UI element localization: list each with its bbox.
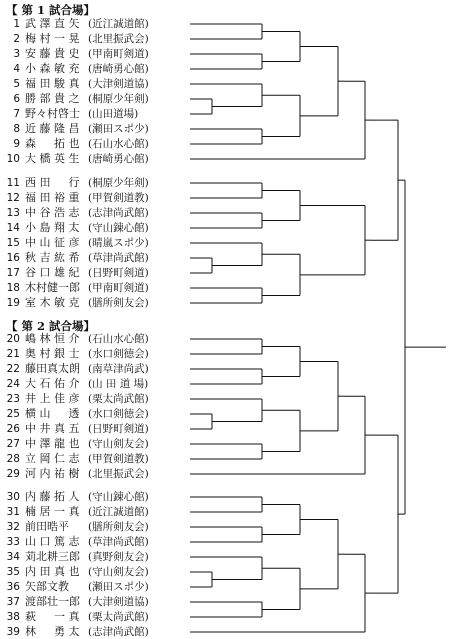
player-name: 近 藤 隆 昌 (25, 122, 80, 135)
club-name: (唐崎勇心館) (88, 63, 149, 75)
club-name: (守山錬心館) (88, 491, 149, 503)
club-name: (山田道場) (88, 108, 139, 120)
club-name: (志津尚武館) (88, 626, 149, 638)
player-name: 小 森 敏 充 (25, 62, 80, 75)
club-name: (近江誠道館) (88, 506, 149, 518)
club-name: (瀬田スポ少) (88, 123, 149, 135)
entry-number: 18 (6, 282, 20, 294)
club-name: (瀬田スポ少) (88, 581, 149, 593)
club-name: (近江誠道館) (88, 18, 149, 30)
player-name: 木村健一郎 (25, 281, 80, 294)
club-name: (唐崎勇心館) (88, 153, 149, 165)
club-name: (石山水心館) (88, 138, 149, 150)
club-name: (膳所剣友会) (88, 297, 149, 309)
club-name: (真野剣友会) (88, 551, 149, 563)
entry-number: 7 (13, 108, 20, 120)
club-name: (守山錬心館) (88, 222, 149, 234)
entry-number: 9 (13, 138, 20, 150)
entry-number: 39 (6, 626, 20, 638)
entry-number: 8 (13, 123, 20, 135)
entry-number: 38 (6, 611, 20, 623)
player-name: 中 山 征 彦 (25, 236, 80, 249)
entry-number: 27 (6, 438, 20, 450)
entry-number: 32 (6, 521, 20, 533)
player-name: 勝 部 貴 之 (25, 92, 80, 105)
player-name: 河 内 祐 樹 (25, 467, 80, 480)
player-name: 野々村啓士 (25, 107, 80, 120)
entry-number: 33 (6, 536, 20, 548)
club-name: (山 田 道 場) (88, 378, 149, 390)
entry-number: 13 (6, 207, 20, 219)
club-name: (甲南町剣道) (88, 282, 149, 294)
club-name: (膳所剣友会) (88, 521, 149, 533)
entry-number: 36 (6, 581, 20, 593)
player-name: 中 谷 浩 志 (25, 206, 80, 219)
club-name: (栗太尚武館) (88, 611, 149, 623)
entry-number: 10 (6, 153, 20, 165)
club-name: (桐原少年剣) (88, 93, 149, 105)
entry-number: 34 (6, 551, 20, 563)
player-name: 山 口 篤 志 (25, 535, 80, 548)
club-name: (水口剣徳会) (88, 408, 149, 420)
club-name: (桐原少年剣) (88, 177, 149, 189)
player-name: 安 藤 貴 史 (25, 47, 80, 60)
club-name: (甲南町剣道) (88, 48, 149, 60)
venue-1-heading: 【 第 1 試合場】 (6, 3, 96, 17)
club-name: (日野町剣道) (88, 267, 149, 279)
entry-number: 17 (6, 267, 20, 279)
entry-number: 37 (6, 596, 20, 608)
player-name: 武 澤 直 矢 (25, 17, 80, 30)
entry-number: 3 (13, 48, 20, 60)
player-name: 大 石 佑 介 (25, 377, 80, 390)
entry-number: 24 (6, 378, 20, 390)
entry-number: 19 (6, 297, 20, 309)
player-name: 内 田 真 也 (25, 565, 80, 578)
player-name: 楠 居 一 真 (25, 505, 80, 518)
club-name: (大津剣道協) (88, 78, 149, 90)
player-name: 森 拓 也 (25, 137, 80, 150)
player-name: 大 橋 英 生 (25, 152, 80, 165)
club-name: (大津剣道協) (88, 596, 149, 608)
entry-number: 4 (13, 63, 20, 75)
player-name: 谷 口 雄 紀 (25, 266, 80, 279)
player-name: 横 山 透 (25, 407, 80, 420)
player-name: 渡部壮一郎 (25, 595, 80, 608)
entry-number: 35 (6, 566, 20, 578)
entry-number: 28 (6, 453, 20, 465)
player-name: 藤田真太朗 (25, 362, 80, 375)
player-name: 前田晧平 (25, 520, 69, 533)
player-name: 西 田 行 (25, 176, 80, 189)
player-name: 林 勇 太 (25, 625, 80, 638)
entry-number: 14 (6, 222, 20, 234)
club-name: (日野町剣道) (88, 423, 149, 435)
club-name: (甲賀剣道教) (88, 453, 149, 465)
club-name: (栗太尚武館) (88, 393, 149, 405)
player-name: 室 木 敏 克 (25, 296, 80, 309)
club-name: (守山剣友会) (88, 438, 149, 450)
entry-number: 23 (6, 393, 20, 405)
entry-number: 5 (13, 78, 20, 90)
player-name: 中 井 真 五 (25, 422, 80, 435)
player-name: 内 藤 拓 人 (25, 490, 80, 503)
player-name: 井 上 佳 彦 (25, 392, 80, 405)
player-name: 萩 一 真 (25, 610, 80, 623)
entry-number: 29 (6, 468, 20, 480)
club-name: (石山水心館) (88, 333, 149, 345)
venue-2-heading: 【 第 2 試合場】 (6, 319, 96, 333)
entry-number: 22 (6, 363, 20, 375)
club-name: (晴嵐スポ少) (88, 237, 149, 249)
entry-number: 31 (6, 506, 20, 518)
club-name: (南草津尚武) (88, 363, 149, 375)
player-name: 立 岡 仁 志 (25, 452, 80, 465)
entry-number: 15 (6, 237, 20, 249)
club-name: (甲賀剣道教) (88, 192, 149, 204)
club-name: (北里振武会) (88, 33, 149, 45)
player-name: 福 田 裕 重 (25, 191, 80, 204)
player-name: 矢部文教 (25, 580, 69, 593)
entry-number: 2 (13, 33, 20, 45)
club-name: (草津尚武館) (88, 536, 149, 548)
entry-number: 25 (6, 408, 20, 420)
entry-number: 20 (6, 333, 20, 345)
entry-number: 16 (6, 252, 20, 264)
entry-number: 6 (13, 93, 20, 105)
player-name: 奥 村 銀 士 (25, 347, 80, 360)
player-name: 苅北耕三郎 (25, 550, 80, 563)
entry-number: 1 (13, 18, 20, 30)
club-name: (草津尚武館) (88, 252, 149, 264)
entry-number: 12 (6, 192, 20, 204)
player-name: 小 島 翔 太 (25, 221, 80, 234)
player-name: 中 澤 龍 也 (25, 437, 80, 450)
player-name: 嶋 林 恒 介 (25, 332, 80, 345)
entry-number: 21 (6, 348, 20, 360)
player-name: 梅 村 一 晃 (25, 32, 80, 45)
player-name: 福 田 駿 真 (25, 77, 80, 90)
club-name: (水口剣徳会) (88, 348, 149, 360)
club-name: (北里振武会) (88, 468, 149, 480)
player-name: 秋 吉 紘 希 (25, 251, 80, 264)
entry-number: 11 (6, 177, 20, 189)
entry-number: 26 (6, 423, 20, 435)
club-name: (守山剣友会) (88, 566, 149, 578)
club-name: (志津尚武館) (88, 207, 149, 219)
entry-number: 30 (6, 491, 20, 503)
